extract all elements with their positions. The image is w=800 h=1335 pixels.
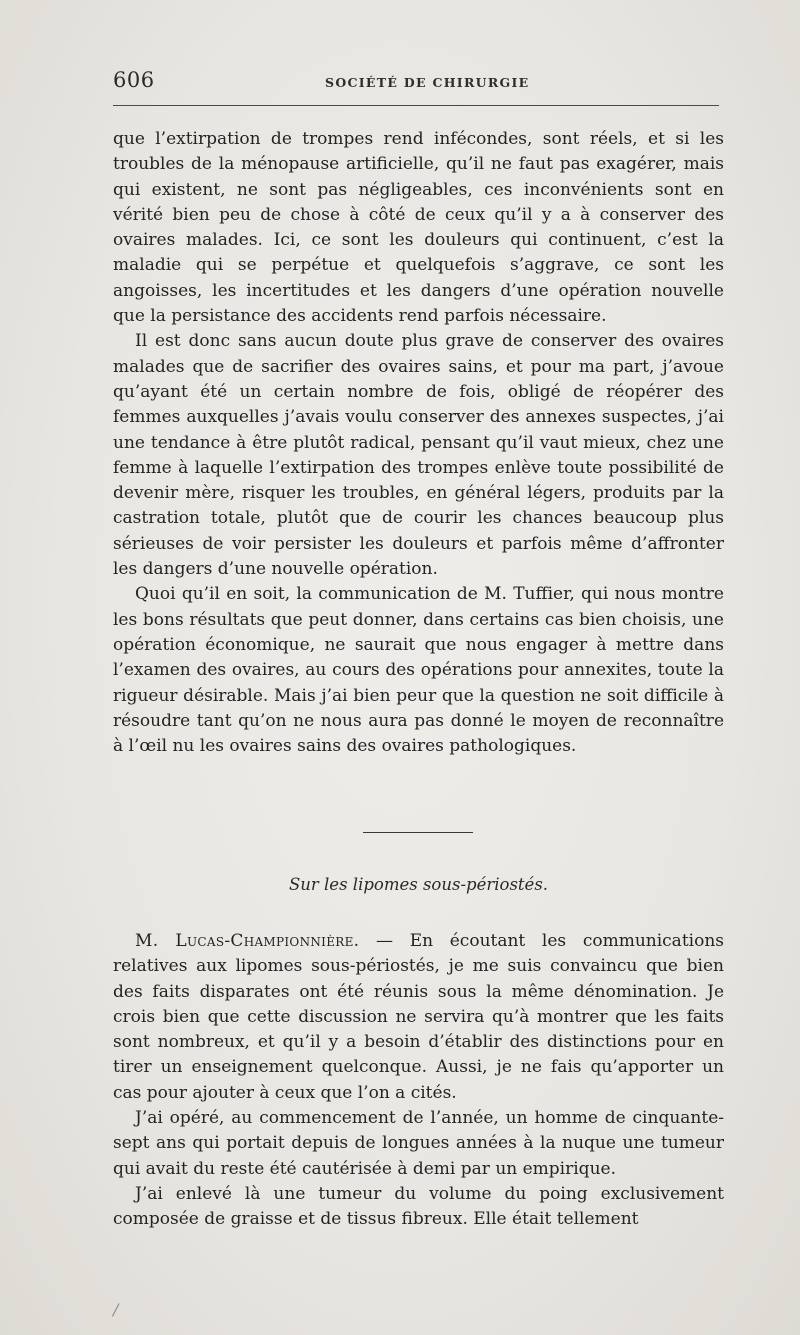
paragraph: J’ai enlevé là une tumeur du volume du poing exclusivement composée de graisse et de tissus fibreux. Elle était tellement (113, 1183, 724, 1230)
paragraph: Il est donc sans aucun doute plus grave de conserver des ovaires malades que de sacrifier des ovaires sains, et pour ma part, j’avoue qu’ayant été un certain nombre de fois, obligé de réopérer des femmes auxquelles j’avais voulu conserver des annexes suspectes, j’ai une tendance à être plutôt radical, pensant qu’il vaut mieux, chez une femme à laquelle l’extirpation des trompes enlève toute possibilité de devenir mère, risquer les troubles, en général légers, produits par la castration totale, plutôt que de courir les chances beaucoup plus sérieuses de voir persister les douleurs et parfois même d’affronter les dangers d’une nouvelle opération. (113, 331, 724, 580)
paragraph: J’ai opéré, au commencement de l’année, un homme de cinquante-sept ans qui portait depuis de longues années à la nuque une tumeur qui avait du reste été cautérisée à demi par un empirique. (113, 1108, 724, 1179)
running-head: SOCIÉTÉ DE CHIRURGIE (325, 75, 530, 90)
section-separator (363, 832, 473, 833)
paragraph: Quoi qu’il en soit, la communication de M. Tuffier, qui nous montre les bons résultats que peut donner, dans certains cas bien choisis, une opération économique, ne saurait que nous engager à mettre dans l’examen des ovaires, au cours des opérations pour annexites, toute la rigueur désirable. Mais j’ai bien peur que la question ne soit difficile à résoudre tant qu’on ne nous aura pas donné le moyen de reconnaître à l’œil nu les ovaires sains des ovaires pathologiques. (113, 584, 724, 757)
corner-mark: / (113, 1300, 119, 1319)
section-title: Sur les lipomes sous-périostés. (288, 875, 549, 894)
speaker-paragraph-text: — En écoutant les communications relatives aux lipomes sous-périostés, je me suis convaincu que bien des faits disparates ont été réunis sous la même dénomination. Je crois bien que cette discussion ne servira qu’à montrer que les faits sont nombreux, et qu’il y a besoin d’établir des distinctions pour en tirer un enseignement quelconque. Aussi, je ne fais qu’apporter un cas pour ajouter à ceux que l’on a cités. (113, 931, 724, 1103)
section-body-text (113, 929, 724, 1233)
paragraph-continued: que l’extirpation de trompes rend infécondes, sont réels, et si les troubles de la ménopause artificielle, qu’il ne faut pas exagérer, mais qui existent, ne sont pas négligeables, ces inconvénients sont en vérité bien peu de chose à côté de ceux qu’il y a à conserver des ovaires malades. Ici, ce sont les douleurs qui continuent, c’est la maladie qui se perpétue et quelquefois s’aggrave, ce sont les angoisses, les incertitudes et les dangers d’une opération nouvelle que la persistance des accidents rend parfois nécessaire. (113, 129, 724, 327)
page-number: 606 (113, 68, 155, 92)
speaker-name: M. Lucas-Championnière. (135, 931, 360, 951)
page-header (113, 68, 719, 98)
speaker-paragraph (113, 929, 724, 1106)
body-text (113, 127, 724, 759)
header-rule (113, 105, 719, 106)
